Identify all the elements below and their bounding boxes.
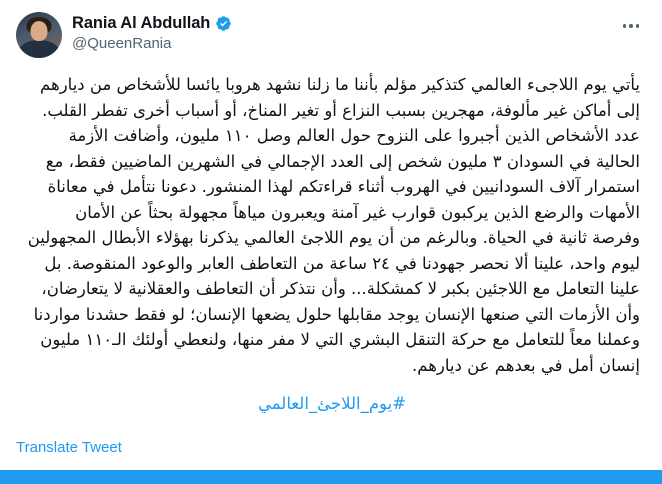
bottom-accent-bar [0, 470, 662, 484]
author-display-name[interactable]: Rania Al Abdullah [72, 14, 211, 32]
avatar-face-shape [31, 21, 48, 41]
more-dot [623, 24, 627, 28]
translate-tweet-link[interactable]: Translate Tweet [16, 439, 122, 456]
tweet-text: يأتي يوم اللاجىء العالمي كتذكير مؤلم بأننا ما زلنا نشهد هروبا يائسا للأشخاص من ديارهم إلى أماكن غير مألوفة، مهجرين بسبب النزاع أو تغير المناخ، أو أسباب أخرى تفطر القلب. عدد الأشخاص الذين أجبروا على النزوح حول العالم وصل ١١٠ مليون، وأضافت الأزمة الحالية في السودان ٣ مليون شخص إلى العدد الإجمالي في الشهرين الماضيين فقط، مع استمرار آلاف السودانيين في الهروب أثناء قراءتكم لهذا المنشور. دعونا نتأمل في معاناة الأمهات والرضع الذين يركبون قوارب غير آمنة ويعبرون مياهاً مجهولة بحثاً عن الأمان وفرصة ثانية في الحياة. وبالرغم من أن يوم اللاجئ العالمي يذكرنا بهؤلاء الأبطال المجهولين ليوم واحد، علينا ألا نحصر جهودنا في ٢٤ ساعة من التعاطف العابر والوعود المنقوصة. بل علينا التعامل مع اللاجئين بكبر لا كمشكلة... وأن نتذكر أن التعاطف والعقلانية لا يتعارضان، وأن الأزمات التي صنعها الإنسان يوجد مقابلها حلول يضعها الإنسان؛ لو فقط حشدنا مواردنا وعملنا معاً للتعامل مع حركة التنقل البشري التي لا مفر منها، ولنعطي أولئك الـ١١٠ مليون إنسان أمل في بعدهم عن ديارهم. [27, 75, 640, 375]
more-options-icon[interactable] [618, 16, 644, 36]
author-name-row [72, 13, 232, 33]
tweet-header [16, 12, 646, 58]
more-dot [636, 24, 640, 28]
author-name-block [72, 12, 232, 53]
more-dot [629, 24, 633, 28]
avatar-body-shape [19, 40, 59, 58]
author-handle[interactable]: @QueenRania [72, 35, 172, 52]
tweet-body [16, 72, 646, 416]
tweet-hashtag[interactable]: #يوم_اللاجئ_العالمي [258, 394, 406, 413]
verified-badge-icon [215, 15, 232, 32]
avatar[interactable] [16, 12, 62, 58]
